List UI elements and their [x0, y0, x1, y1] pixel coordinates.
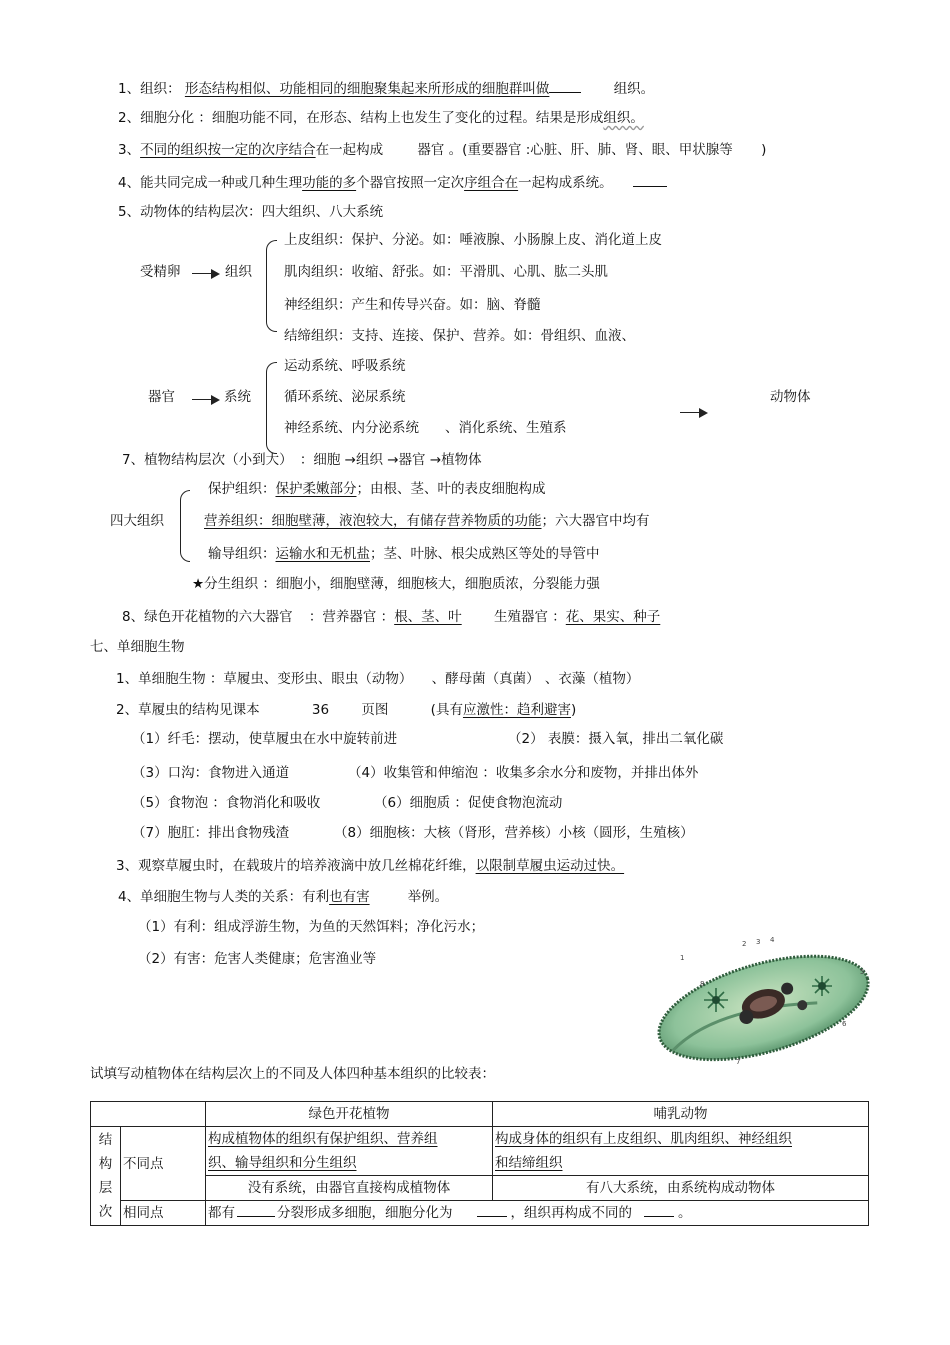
part-cytoplasm: （6）细胞质 ：促使食物泡流动 [374, 795, 563, 811]
arrow-system-animal [680, 412, 706, 413]
item-1-term: 组织。 [613, 81, 655, 97]
table-row-diff-tissue [91, 1127, 869, 1176]
blank-3 [644, 1202, 674, 1217]
paramecium-illustration [646, 934, 880, 1074]
four-tissues-label: 四大组织 [110, 513, 164, 529]
item-5-heading: 5、动物体的结构层次：四大组织、八大系统 [118, 204, 384, 220]
svg-text:5: 5 [860, 968, 865, 976]
unicellular-item-4 [118, 888, 448, 906]
item-1 [118, 78, 654, 98]
plant-system-cell: 没有系统，由器官直接构成植物体 [206, 1176, 493, 1201]
arrow-organ-system [192, 399, 218, 400]
item-4-blank [633, 172, 667, 187]
similarity-text-a: 都有 [208, 1205, 235, 1221]
table-row-diff-system [91, 1176, 869, 1201]
irritability-open: (具有 [430, 702, 463, 718]
connective-tissue: 结缔组织：支持、连接、保护、营养。如：骨组织、血液、 [284, 328, 635, 344]
systems-row-3b: 、消化系统、生殖系 [445, 420, 567, 436]
unicellular-item-3 [116, 857, 686, 875]
blank-1 [237, 1202, 275, 1217]
unicellular-fungi: 、酵母菌（真菌） [431, 671, 533, 687]
item-8-heading: 8、绿色开花植物的六大器官 [122, 609, 293, 625]
row-head-char: 结 [98, 1132, 113, 1148]
page-label: 页图 [361, 702, 389, 718]
nutritive-function: 营养组织：细胞壁薄，液泡较大，有储存营养物质的功能 [204, 513, 542, 529]
item-3-organs: 器官 。(重要器官 :心脏、肝、肺、肾、眼、甲状腺等 [417, 142, 733, 158]
table-intro: 试填写动植物体在结构层次上的不同及人体四种基本组织的比较表： [90, 1066, 495, 1082]
system-label: 系统 [224, 389, 251, 405]
mammal-system-cell: 有八大系统，由系统构成动物体 [493, 1176, 869, 1201]
vegetative-organs: 根、茎、叶 [394, 609, 462, 625]
table-corner-cell [91, 1102, 206, 1127]
item-3-underlined: 不同的组织按一定的次序结合 [140, 142, 316, 158]
mammal-tissue-line-1: 构成身体的组织有上皮组织、肌肉组织、神经组织 [495, 1131, 792, 1147]
page-number: 36 [311, 702, 330, 718]
irritability-close: ) [570, 702, 577, 718]
nervous-tissue: 神经组织：产生和传导兴奋。如：脑、脊髓 [284, 297, 541, 313]
unicellular-item-1 [116, 670, 639, 688]
tissue-label: 组织 [225, 264, 252, 280]
observation-reason: 以限制草履虫运动过快。 [475, 858, 625, 874]
systems-row-3a: 神经系统、内分泌系统 [284, 420, 419, 436]
nutritive-tissue [204, 512, 650, 530]
protective-location: ；由根、茎、叶的表皮细胞构成 [356, 481, 546, 497]
svg-text:2: 2 [742, 940, 747, 948]
blank-2 [477, 1202, 507, 1217]
item-7-heading: 7、植物结构层次（小到大） [122, 452, 286, 468]
protective-label: 保护组织： [208, 481, 276, 497]
column-mammal: 哺乳动物 [493, 1102, 869, 1127]
arrow-zygote-tissue [192, 273, 218, 274]
item-7-sequence: ：细胞 →组织 →器官 →植物体 [299, 452, 482, 468]
svg-text:7: 7 [736, 1058, 741, 1066]
item-4-text-b: 个器官按照一定次 [356, 175, 465, 191]
svg-text:4: 4 [770, 936, 775, 944]
column-plant: 绿色开花植物 [206, 1102, 493, 1127]
table-header-row [91, 1102, 869, 1127]
reproductive-organs-label: 生殖器官 ： [493, 609, 566, 625]
unicellular-item-2 [116, 701, 576, 719]
svg-text:8: 8 [700, 980, 705, 988]
item-3-number: 3、 [118, 142, 141, 158]
meristem-tissue: ★分生组织 ：细胞小，细胞壁薄，细胞核大，细胞质浓，分裂能力强 [192, 576, 600, 592]
plant-tissue-line-2: 织、输导组织和分生组织 [208, 1155, 357, 1171]
comparison-table [90, 1101, 869, 1226]
item-4-underlined-a: 功能的多 [302, 175, 357, 191]
similarity-text-b: 分裂形成多细胞，细胞分化为 [277, 1205, 453, 1221]
similarity-cell [206, 1201, 869, 1226]
item-7 [122, 451, 482, 469]
part-cilia: （1）纤毛：摆动，使草履虫在水中旋转前进 [132, 731, 398, 747]
nutritive-location: ；六大器官中均有 [541, 513, 650, 529]
muscle-tissue: 肌肉组织：收缩、舒张。如：平滑肌、心肌、肱二头肌 [284, 264, 608, 280]
part-contractile-vacuole: （4）收集管和伸缩泡 ：收集多余水分和废物，并排出体外 [348, 765, 699, 781]
conducting-location: ；茎、叶脉、根尖成熟区等处的导管中 [370, 546, 600, 562]
animal-system-brace [266, 362, 277, 454]
table-row-same [91, 1201, 869, 1226]
mammal-tissue-line-2: 和结缔组织 [495, 1155, 563, 1171]
item-1-definition: 形态结构相似、功能相同的细胞聚集起来所形成的细胞群叫做 [184, 81, 550, 97]
zygote-label: 受精卵 [140, 264, 181, 280]
svg-text:6: 6 [842, 1020, 847, 1028]
item-3 [118, 141, 766, 159]
paramecium-ref: 2、草履虫的结构见课本 [116, 702, 260, 718]
part-oral-groove: （3）口沟：食物进入通道 [132, 765, 290, 781]
relation-text: 4、单细胞生物与人类的关系：有利 [118, 889, 330, 905]
similarity-text-d: 。 [678, 1205, 692, 1221]
row-head-char: 次 [98, 1204, 113, 1220]
observation-text: 3、观察草履虫时，在载玻片的培养液滴中放几丝棉花纤维， [116, 858, 476, 874]
part-nucleus: （8）细胞核：大核（肾形，营养核）小核（圆形，生殖核） [334, 825, 694, 841]
systems-row-2: 循环系统、泌尿系统 [284, 389, 406, 405]
reproductive-organs: 花、果实、种子 [565, 609, 661, 625]
systems-row-1: 运动系统、呼吸系统 [284, 358, 406, 374]
conducting-label: 输导组织： [208, 546, 276, 562]
svg-text:1: 1 [680, 954, 685, 962]
item-4-underlined-b: 序组合在 [464, 175, 519, 191]
protective-function: 保护柔嫩部分 [275, 481, 357, 497]
plant-tissue-line-1: 构成植物体的组织有保护组织、营养组 [208, 1131, 438, 1147]
item-1-number: 1、组织： [118, 81, 181, 97]
part-food-vacuole: （5）食物泡 ：食物消化和吸收 [132, 795, 321, 811]
svg-text:3: 3 [756, 938, 761, 946]
item-3-close: ) [761, 142, 767, 158]
item-2-text: 2、细胞分化 ：细胞功能不同，在形态、结构上也发生了变化的过程。结果是形成 [118, 110, 604, 126]
item-4 [118, 172, 667, 192]
conducting-tissue [208, 545, 600, 563]
relation-answer: 也有害 [329, 889, 370, 905]
row-head-char: 层 [98, 1180, 113, 1196]
part-anal-pore: （7）胞肛：排出食物残渣 [132, 825, 290, 841]
systems-row-3 [284, 419, 567, 437]
part-pellicle: （2） 表膜：摄入氧，排出二氧化碳 [508, 731, 724, 747]
vegetative-organs-label: ：营养器官 ： [308, 609, 395, 625]
mammal-tissue-cell [493, 1127, 869, 1176]
irritability: 应激性：趋利避害 [462, 702, 571, 718]
plant-tissue-cell [206, 1127, 493, 1176]
item-3-text: 在一起构成 [315, 142, 384, 158]
benefit-line: （1）有利：组成浮游生物，为鱼的天然饵料；净化污水； [138, 919, 485, 935]
row-head-char: 构 [98, 1156, 113, 1172]
relation-example: 举例。 [407, 889, 449, 905]
row-label-similarity: 相同点 [121, 1201, 206, 1226]
harm-line: （2）有害：危害人类健康；危害渔业等 [138, 951, 377, 967]
item-4-text-a: 4、能共同完成一种或几种生理 [118, 175, 303, 191]
unicellular-animals: 1、单细胞生物 ：草履虫、变形虫、眼虫（动物） [116, 671, 406, 687]
row-label-difference: 不同点 [121, 1127, 206, 1201]
item-2-term: 组织。 [603, 110, 644, 126]
organ-label: 器官 [148, 389, 175, 405]
epithelial-tissue: 上皮组织：保护、分泌。如：唾液腺、小肠腺上皮、消化道上皮 [284, 232, 662, 248]
item-8 [122, 608, 672, 626]
row-head-structure-level [91, 1127, 121, 1226]
similarity-text-c: ，组织再构成不同的 [510, 1205, 632, 1221]
animal-label: 动物体 [770, 389, 811, 405]
conducting-function: 运输水和无机盐 [275, 546, 370, 562]
unicellular-plants: 、衣藻（植物） [544, 671, 640, 687]
protective-tissue [208, 480, 546, 498]
animal-tissue-brace [266, 240, 277, 332]
plant-tissue-brace [180, 490, 190, 562]
item-4-text-c: 一起构成系统。 [518, 175, 613, 191]
section-unicellular-heading: 七、单细胞生物 [90, 639, 185, 655]
item-2 [118, 109, 692, 127]
